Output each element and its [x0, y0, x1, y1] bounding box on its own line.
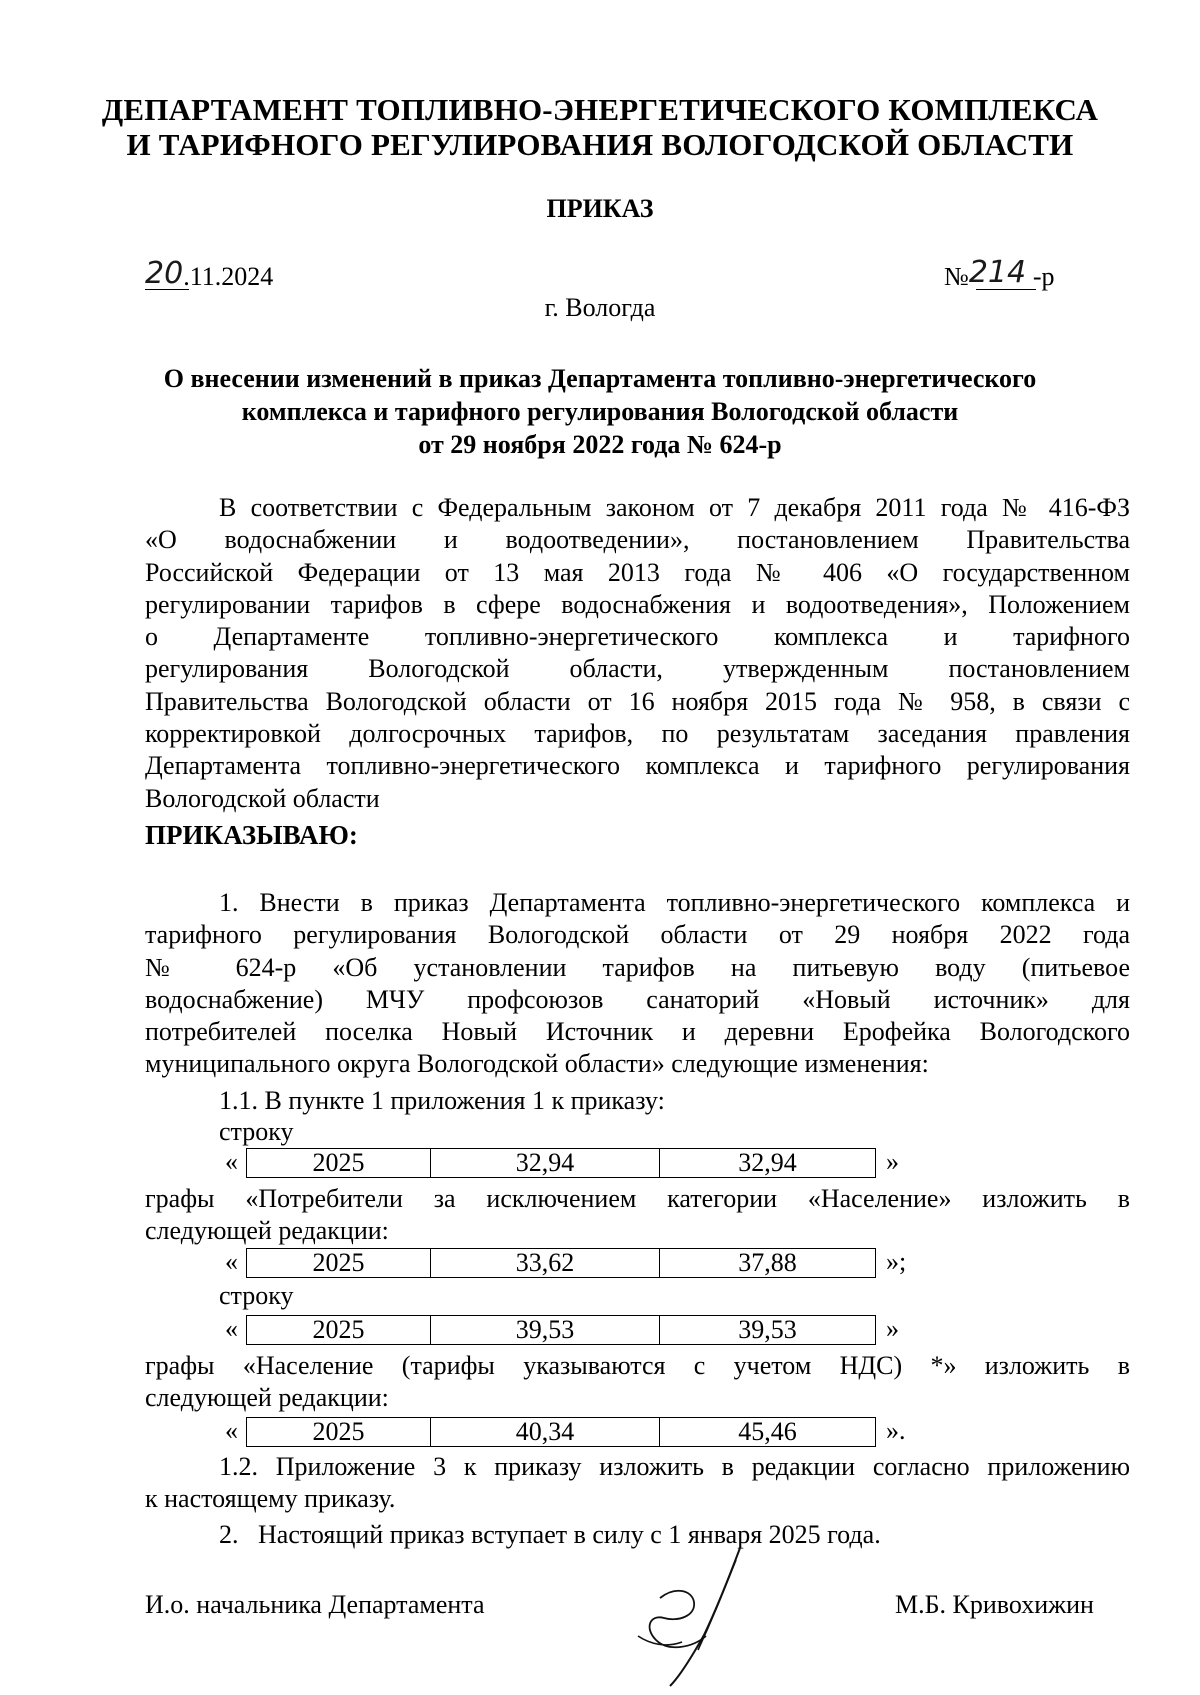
row-a-open-quote: «: [225, 1147, 238, 1176]
document-city: г. Вологда: [544, 293, 656, 322]
preamble-line: регулировании тарифов в сфере водоснабжения и водоотведения», Положением: [145, 589, 1130, 619]
date-underline: [145, 289, 189, 290]
item1-line: водоснабжение) МЧУ профсоюзов санаторий «Новый источник» для: [145, 984, 1130, 1014]
signatory-position: И.о. начальника Департамента: [145, 1590, 485, 1619]
preamble-line: о Департаменте топливно-энергетического комплекса и тарифного: [145, 622, 1130, 652]
item1-2-line2: к настоящему приказу.: [145, 1484, 396, 1514]
subject-line3: от 29 ноября 2022 года № 624-р: [418, 430, 782, 459]
item1-paragraph: [145, 887, 1130, 1081]
preamble-line: Департамента топливно-энергетического комплекса и тарифного регулирования: [145, 751, 1130, 781]
document-date: [145, 258, 273, 293]
table-row: [247, 1249, 876, 1278]
row-b-open-quote: «: [225, 1247, 238, 1276]
preamble-line: Правительства Вологодской области от 16 ноября 2015 года № 958, в связи с: [145, 686, 1130, 716]
item1-2-line1: 1.2. Приложение 3 к приказу изложить в редакции согласно приложению: [219, 1452, 1130, 1481]
item1-line: № 624-р «Об установлении тарифов на питьевую воду (питьевое: [145, 952, 1130, 982]
grafy-2-line2: следующей редакции:: [145, 1383, 389, 1413]
table-row: [247, 1316, 876, 1345]
row-a-value1: 32,94: [431, 1149, 660, 1178]
grafy-1-line1: графы «Потребители за исключением категории «Население» изложить в: [145, 1184, 1130, 1213]
row-a-table: [246, 1148, 876, 1178]
signatory-name: М.Б. Кривохижин: [895, 1590, 1094, 1619]
row-a-year: 2025: [247, 1149, 431, 1178]
row-c-year: 2025: [247, 1316, 431, 1345]
row-c-close-quote: »: [886, 1314, 899, 1343]
row-c-value2: 39,53: [660, 1316, 876, 1345]
department-header-line2: И ТАРИФНОГО РЕГУЛИРОВАНИЯ ВОЛОГОДСКОЙ ОБЛАСТИ: [126, 127, 1074, 162]
grafy-2-line1: графы «Население (тарифы указываются с учетом НДС) *» изложить в: [145, 1351, 1130, 1380]
item1-2-paragraph: [145, 1451, 1130, 1516]
row-a-value2: 32,94: [660, 1149, 876, 1178]
order-word: ПРИКАЗЫВАЮ:: [145, 820, 358, 850]
item2-text: 2. Настоящий приказ вступает в силу с 1 января 2025 года.: [219, 1520, 881, 1549]
preamble-line: В соответствии с Федеральным законом от 7 декабря 2011 года № 416-ФЗ: [219, 493, 1130, 522]
handwritten-signature: [620, 1540, 760, 1690]
preamble-line: Вологодской области: [145, 783, 380, 813]
row-b-value2: 37,88: [660, 1249, 876, 1278]
subject-line1: О внесении изменений в приказ Департамента топливно-энергетического: [163, 364, 1037, 393]
item1-line: 1. Внести в приказ Департамента топливно-энергетического комплекса и: [219, 888, 1130, 917]
number-prefix: №: [944, 262, 969, 291]
row-a-close-quote: »: [886, 1147, 899, 1176]
row-d-value1: 40,34: [431, 1418, 660, 1447]
word-stroku-2: строку: [219, 1281, 294, 1310]
item1-1-text: 1.1. В пункте 1 приложения 1 к приказу:: [219, 1086, 665, 1115]
row-b-year: 2025: [247, 1249, 431, 1278]
document-number: [944, 255, 1055, 293]
word-stroku-1: строку: [219, 1117, 294, 1146]
row-d-close-quote: ».: [886, 1416, 906, 1445]
table-row: [247, 1418, 876, 1447]
subject-line2: комплекса и тарифного регулирования Вологодской области: [241, 397, 959, 426]
item1-line: потребителей поселка Новый Источник и деревни Ерофейка Вологодского: [145, 1017, 1130, 1047]
row-c-table: [246, 1315, 876, 1345]
grafy-2-paragraph: [145, 1350, 1130, 1415]
row-c-open-quote: «: [225, 1314, 238, 1343]
table-row: [247, 1149, 876, 1178]
grafy-1-line2: следующей редакции:: [145, 1216, 389, 1246]
preamble-line: корректировкой долгосрочных тарифов, по результатам заседания правления: [145, 719, 1130, 749]
row-d-open-quote: «: [225, 1416, 238, 1445]
row-b-table: [246, 1248, 876, 1278]
department-header-line1: ДЕПАРТАМЕНТ ТОПЛИВНО-ЭНЕРГЕТИЧЕСКОГО КОМПЛЕКСА: [101, 92, 1099, 127]
item1-line: муниципального округа Вологодской области» следующие изменения:: [145, 1049, 929, 1079]
grafy-1-paragraph: [145, 1183, 1130, 1248]
item1-line: тарифного регулирования Вологодской области от 29 ноября 2022 года: [145, 920, 1130, 950]
preamble-line: Российской Федерации от 13 мая 2013 года № 406 «О государственном: [145, 557, 1130, 587]
preamble-line: «О водоснабжении и водоотведении», постановлением Правительства: [145, 525, 1130, 555]
preamble-line: регулирования Вологодской области, утвержденным постановлением: [145, 654, 1130, 684]
row-d-year: 2025: [247, 1418, 431, 1447]
date-rest: .11.2024: [183, 262, 274, 291]
row-b-value1: 33,62: [431, 1249, 660, 1278]
row-b-close-quote: »;: [886, 1247, 907, 1276]
number-handwritten: 214: [968, 255, 1027, 290]
number-suffix: -р: [1032, 262, 1055, 291]
row-d-table: [246, 1417, 876, 1447]
preamble-paragraph: [145, 492, 1130, 815]
document-type-title: ПРИКАЗ: [546, 194, 654, 223]
row-d-value2: 45,46: [660, 1418, 876, 1447]
row-c-value1: 39,53: [431, 1316, 660, 1345]
date-day-handwritten: 20: [145, 256, 184, 291]
number-underline: [976, 289, 1036, 290]
